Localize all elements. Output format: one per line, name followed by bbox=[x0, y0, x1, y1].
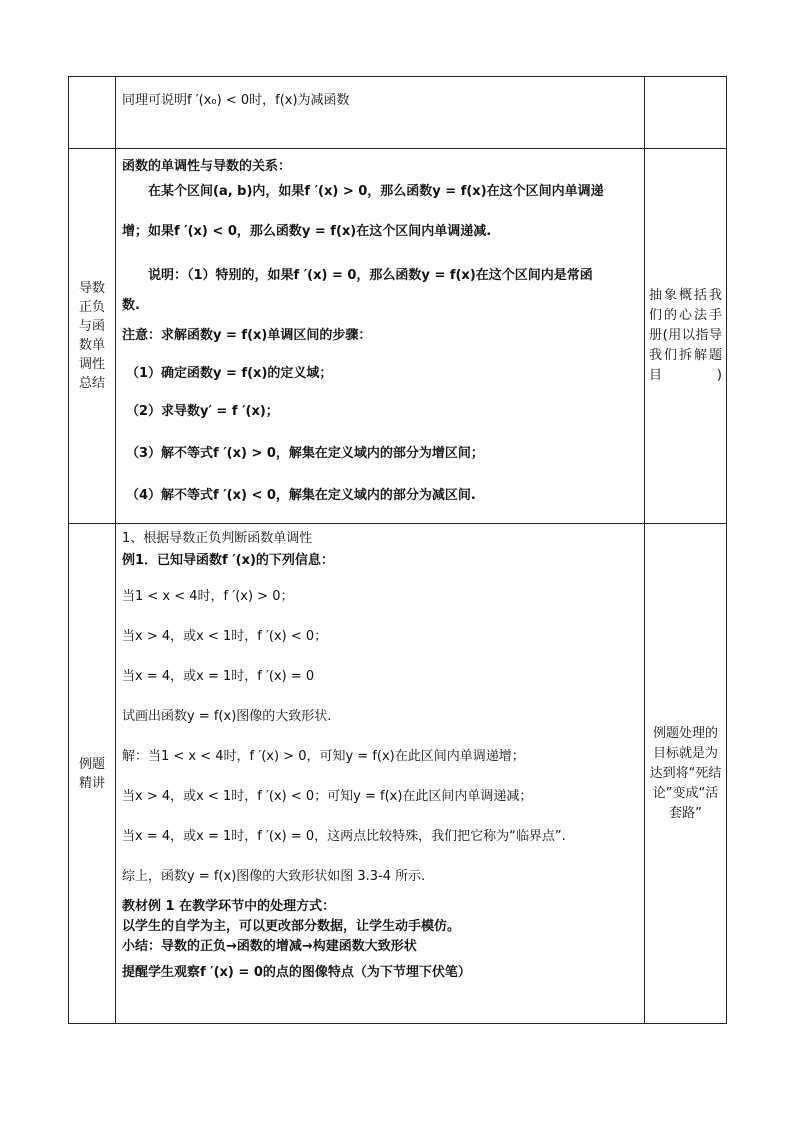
summary-line: 数. bbox=[122, 298, 140, 313]
summary-heading: 函数的单调性与导数的关系： bbox=[122, 159, 292, 174]
summary-line: 在某个区间(a, b)内，如果f ′(x) > 0，那么函数y = f(x)在这个区间内单调递 bbox=[148, 184, 604, 199]
content-cell-examples bbox=[116, 524, 645, 1024]
content-cell-summary bbox=[116, 149, 645, 524]
summary-line: 增；如果f ′(x) < 0，那么函数y = f(x)在这个区间内单调递减. bbox=[122, 224, 492, 239]
row-label-summary: 导数正负与函数单调性总结 bbox=[69, 149, 116, 524]
example-line: 当x > 4，或x < 1时，f ′(x) < 0； bbox=[122, 629, 328, 644]
row-label-empty bbox=[69, 77, 116, 149]
step-item: （2）求导数y′ = f ′(x)； bbox=[126, 404, 279, 419]
row-label-examples: 例题精讲 bbox=[69, 524, 116, 1024]
content-line: 同理可说明f ′(x₀) < 0时，f(x)为减函数 bbox=[122, 93, 350, 108]
summary-line: 说明：（1）特别的，如果f ′(x) = 0，那么函数y = f(x)在这个区间内是常函 bbox=[148, 268, 593, 283]
step-item: （3）解不等式f ′(x) > 0，解集在定义域内的部分为增区间； bbox=[126, 446, 484, 461]
section-title: 1、根据导数正负判断函数单调性 bbox=[122, 531, 313, 546]
example-line: 试画出函数y = f(x)图像的大致形状. bbox=[122, 709, 332, 724]
step-item: （4）解不等式f ′(x) < 0，解集在定义域内的部分为减区间. bbox=[126, 488, 476, 503]
table-row-continuation bbox=[69, 77, 727, 149]
steps-heading: 注意：求解函数y = f(x)单调区间的步骤： bbox=[122, 328, 372, 343]
example-line: 当x = 4，或x = 1时，f ′(x) = 0 bbox=[122, 669, 315, 684]
solution-line: 解：当1 < x < 4时，f ′(x) > 0，可知y = f(x)在此区间内单调递增； bbox=[122, 749, 525, 764]
solution-line: 当x = 4，或x = 1时，f ′(x) = 0，这两点比较特殊，我们把它称为“临界点”. bbox=[122, 829, 566, 844]
example-title: 例1．已知导函数f ′(x)的下列信息： bbox=[122, 553, 334, 568]
teaching-note: 小结：导数的正负→函数的增减→构建函数大致形状 bbox=[122, 939, 417, 954]
solution-line: 综上，函数y = f(x)图像的大致形状如图 3.3-4 所示. bbox=[122, 869, 426, 884]
table-row-examples bbox=[69, 524, 727, 1024]
step-item: （1）确定函数y = f(x)的定义域； bbox=[126, 366, 333, 381]
note-cell-examples: 例题处理的目标就是为达到将“死结论”变成“活套路” bbox=[645, 524, 727, 1024]
example-line: 当1 < x < 4时，f ′(x) > 0； bbox=[122, 589, 294, 604]
table-row-summary bbox=[69, 149, 727, 524]
teaching-note: 教材例 1 在教学环节中的处理方式： bbox=[122, 899, 336, 914]
teaching-note: 提醒学生观察f ′(x) = 0的点的图像特点（为下节埋下伏笔） bbox=[122, 965, 471, 980]
solution-line: 当x > 4，或x < 1时，f ′(x) < 0；可知y = f(x)在此区间内单调递减； bbox=[122, 789, 533, 804]
note-cell-empty bbox=[645, 77, 727, 149]
note-cell-summary: 抽象概括我们的心法手册(用以指导我们拆解题目) bbox=[645, 149, 727, 524]
content-cell-continuation bbox=[116, 77, 645, 149]
lesson-plan-table bbox=[68, 76, 727, 1024]
teaching-note: 以学生的自学为主，可以更改部分数据，让学生动手模仿。 bbox=[122, 919, 461, 934]
